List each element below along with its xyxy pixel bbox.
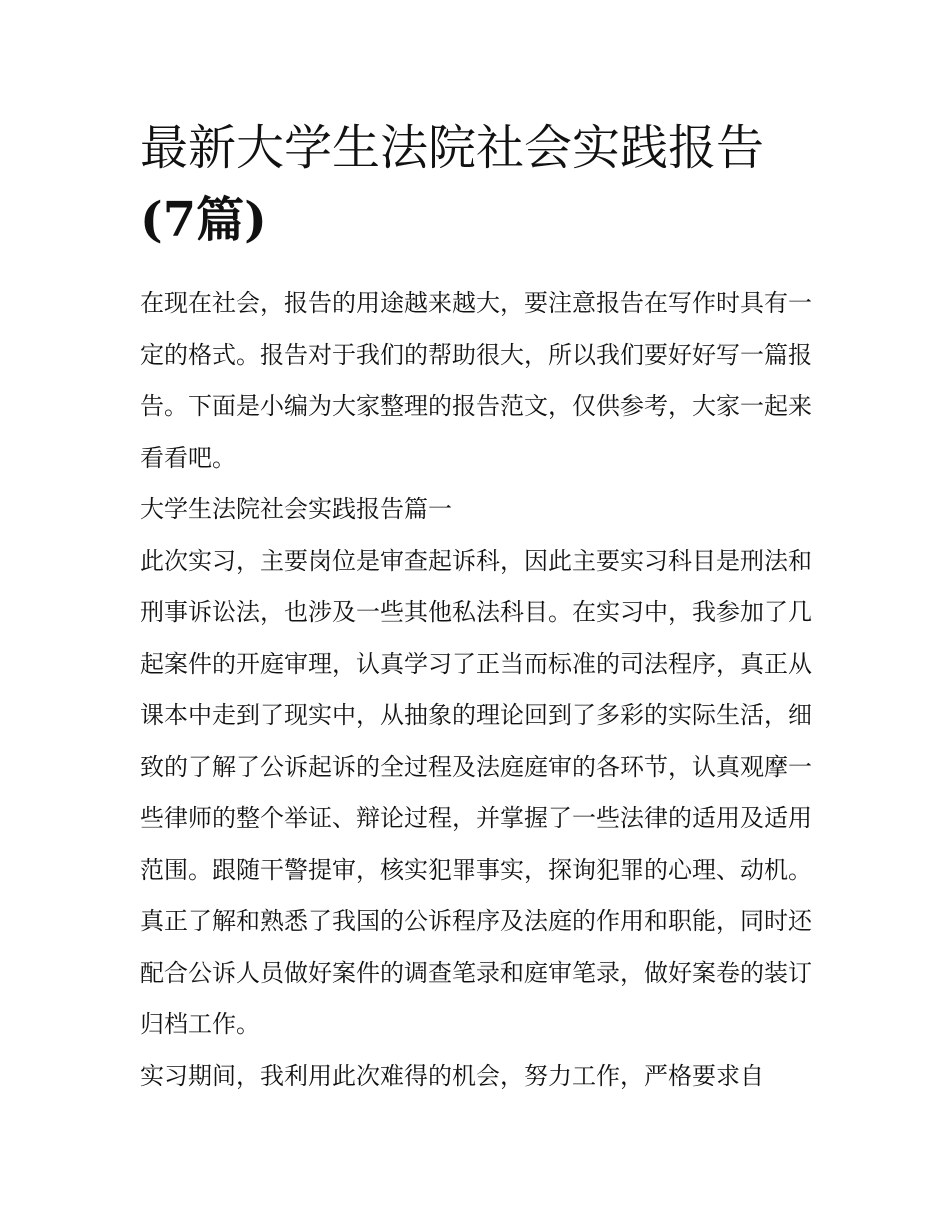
intro-paragraph: 在现在社会，报告的用途越来越大，要注意报告在写作时具有一定的格式。报告对于我们的帮助很大，所以我们要好好写一篇报告。下面是小编为大家整理的报告范文，仅供参考，大家一起来看看吧。 — [140, 289, 812, 472]
document-title — [140, 112, 812, 256]
body-paragraph-2: 实习期间，我利用此次难得的机会，努力工作，严格要求自 — [140, 1061, 764, 1090]
title-line-1: 最新大学生法院社会实践报告 — [140, 120, 765, 176]
title-line-2: (7篇) — [140, 192, 267, 248]
document-page — [140, 112, 812, 1102]
body-paragraph-1: 此次实习，主要岗位是审查起诉科，因此主要实习科目是刑法和刑事诉讼法，也涉及一些其他私法科目。在实习中，我参加了几起案件的开庭审理，认真学习了正当而标准的司法程序，真正从课本中走到了现实中，从抽象的理论回到了多彩的实际生活，细致的了解了公诉起诉的全过程及法庭庭审的各环节，认真观摩一些律师的整个举证、辩论过程，并掌握了一些法律的适用及适用范围。跟随干警提审，核实犯罪事实，探询犯罪的心理、动机。真正了解和熟悉了我国的公诉程序及法庭的作用和职能，同时还配合公诉人员做好案件的调查笔录和庭审笔录，做好案卷的装订归档工作。 — [140, 546, 812, 1038]
section-heading: 大学生法院社会实践报告篇一 — [140, 495, 452, 523]
